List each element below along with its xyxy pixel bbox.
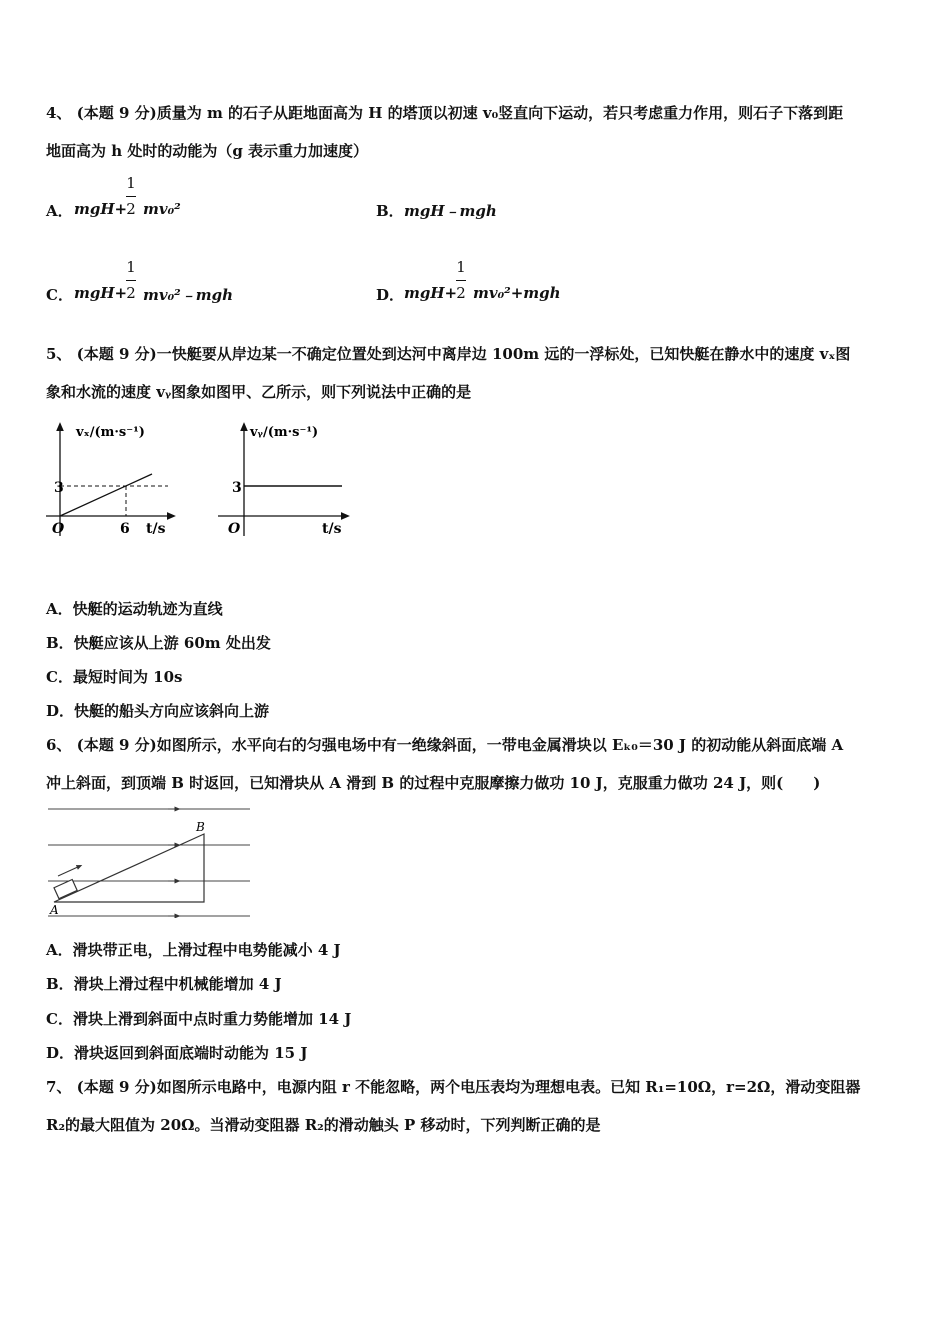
q6-option-c[interactable]: C．滑块上滑到斜面中点时重力势能增加 14 J xyxy=(46,1010,352,1028)
q5-option-c[interactable]: C．最短时间为 10s xyxy=(46,668,183,686)
q5-stem-line1: 5、 (本题 9 分)一快艇要从岸边某一不确定位置处到达河中离岸边 100m 远的一浮标处，已知快艇在静水中的速度 vₓ图 xyxy=(46,345,851,363)
q6-velocity-arrow xyxy=(58,866,80,876)
q5-graph-vy-ylabel: vᵧ/(m·s⁻¹) xyxy=(250,425,319,440)
q6-option-a[interactable]: A．滑块带正电，上滑过程中电势能减小 4 J xyxy=(46,941,341,959)
q5-graph-vy-ytick: 3 xyxy=(232,480,242,496)
q5-graph-vy xyxy=(214,418,354,548)
q4-option-c-frac-num: 1 xyxy=(126,258,136,276)
q7-stem-line2: R₂的最大阻值为 20Ω。当滑动变阻器 R₂的滑动触头 P 移动时，下列判断正确的是 xyxy=(46,1116,601,1134)
q4-option-a-frac-bar xyxy=(126,196,136,197)
q5-graph-vx-line xyxy=(60,474,152,516)
q6-label-b: B xyxy=(196,820,205,834)
q5-graph-vy-xlabel: t/s xyxy=(322,521,342,537)
q6-option-d[interactable]: D．滑块返回到斜面底端时动能为 15 J xyxy=(46,1044,308,1062)
q5-option-a[interactable]: A．快艇的运动轨迹为直线 xyxy=(46,600,223,618)
q5-graph-vx-xlabel: t/s xyxy=(146,521,166,537)
q4-option-c-post: mv₀²﹣mgh xyxy=(143,286,233,304)
q4-option-b-label: B． xyxy=(376,202,404,220)
q4-option-c-pre: mgH+ xyxy=(74,284,128,302)
q6-option-b[interactable]: B．滑块上滑过程中机械能增加 4 J xyxy=(46,975,282,993)
q4-stem-line2: 地面高为 h 处时的动能为（g 表示重力加速度） xyxy=(46,142,369,160)
q5-graph-vx-xtick: 6 xyxy=(120,521,130,537)
q5-stem-line2: 象和水流的速度 vᵧ图象如图甲、乙所示，则下列说法中正确的是 xyxy=(46,383,472,401)
q4-option-c-label: C． xyxy=(46,286,73,304)
q4-option-b-text: mgH﹣mgh xyxy=(404,202,497,220)
q4-option-a-frac-den: 2 xyxy=(126,200,136,218)
q4-option-d-frac-bar xyxy=(456,280,466,281)
q4-option-c-frac-bar xyxy=(126,280,136,281)
q6-stem-line2: 冲上斜面，到顶端 B 时返回，已知滑块从 A 滑到 B 的过程中克服摩擦力做功 10 J，克服重力做功 24 J，则( ) xyxy=(46,774,821,792)
q4-stem-line1: 4、 (本题 9 分)质量为 m 的石子从距地面高为 H 的塔顶以初速 v₀竖直向下运动，若只考虑重力作用，则石子下落到距 xyxy=(46,104,844,122)
q5-option-b[interactable]: B．快艇应该从上游 60m 处出发 xyxy=(46,634,271,652)
q5-graph-vx-ytick: 3 xyxy=(54,480,64,496)
q4-option-c-frac-den: 2 xyxy=(126,284,136,302)
q5-graph-vx-ylabel: vₓ/(m·s⁻¹) xyxy=(76,425,145,440)
q4-option-d-pre: mgH+ xyxy=(404,284,458,302)
q4-option-a-post: mv₀² xyxy=(143,200,181,218)
q5-graph-vy-origin: O xyxy=(228,521,241,537)
q5-graph-vx-origin: O xyxy=(52,521,65,537)
q4-option-a-pre: mgH+ xyxy=(74,200,128,218)
q5-graph-vx xyxy=(40,418,180,548)
q6-label-a: A xyxy=(50,903,59,917)
q7-stem-line1: 7、 (本题 9 分)如图所示电路中，电源内阻 r 不能忽略，两个电压表均为理想电表。已知 R₁=10Ω，r=2Ω，滑动变阻器 xyxy=(46,1078,861,1096)
q4-option-a-label: A． xyxy=(46,202,73,220)
q6-slider-block xyxy=(54,879,77,898)
q6-stem-line1: 6、 (本题 9 分)如图所示，水平向右的匀强电场中有一绝缘斜面，一带电金属滑块以 Eₖ₀＝30 J 的初动能从斜面底端 A xyxy=(46,736,844,754)
q4-option-d-frac-den: 2 xyxy=(456,284,466,302)
q4-option-d-label: D． xyxy=(376,286,405,304)
q4-option-d-post: mv₀²+mgh xyxy=(473,284,561,302)
q5-option-d[interactable]: D．快艇的船头方向应该斜向上游 xyxy=(46,702,270,720)
q4-option-d-frac-num: 1 xyxy=(456,258,466,276)
q4-option-a-frac-num: 1 xyxy=(126,174,136,192)
q6-incline-figure xyxy=(46,806,256,918)
